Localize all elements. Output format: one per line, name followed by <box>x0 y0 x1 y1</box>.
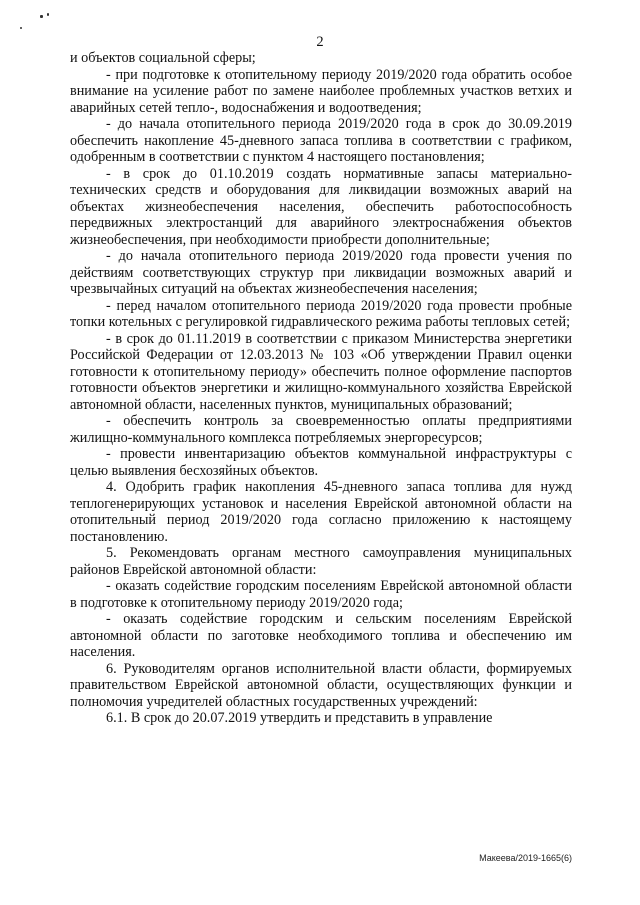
paragraph: - обеспечить контроль за своевременностью оплаты предприятиями жилищно-коммунального комплекса потребляемых энергоресурсов; <box>70 413 572 446</box>
paragraph: 5. Рекомендовать органам местного самоуправления муниципальных районов Еврейской автономной области: <box>70 545 572 578</box>
paragraph: - оказать содействие городским и сельским поселениям Еврейской автономной области по заготовке необходимого топлива и обеспечению им населения. <box>70 611 572 660</box>
scan-mark <box>40 15 43 18</box>
paragraph: - до начала отопительного периода 2019/2020 года провести учения по действиям соответствующих структур при ликвидации возможных аварий и чрезвычайных ситуаций на объектах жизнеобеспечения населения; <box>70 248 572 297</box>
paragraph: - провести инвентаризацию объектов коммунальной инфраструктуры с целью выявления бесхозяйных объектов. <box>70 446 572 479</box>
paragraph: - при подготовке к отопительному периоду 2019/2020 года обратить особое внимание на усиление работ по замене наиболее проблемных участков ветхих и аварийных сетей тепло-, водоснабжения и водоотведения; <box>70 66 572 116</box>
paragraph: 6. Руководителям органов исполнительной власти области, формируемых правительством Еврейской автономной области, осуществляющих функции и полномочия учредителей областных государственных учреждений: <box>70 660 572 710</box>
scan-mark <box>20 27 22 29</box>
paragraph: 6.1. В срок до 20.07.2019 утвердить и представить в управление <box>106 710 493 726</box>
page-number: 2 <box>316 34 324 50</box>
document-reference: Макеева/2019-1665(6) <box>479 853 572 863</box>
document-body <box>70 50 572 727</box>
paragraph: - в срок до 01.10.2019 создать нормативные запасы материально-технических средств и оборудования для ликвидации возможных аварий на объектах жизнеобеспечения населения, обеспечить работоспособность передвижных электростанций для аварийного электроснабжения объектов жизнеобеспечения, при необходимости приобрести дополнительные; <box>70 165 572 248</box>
paragraph: - перед началом отопительного периода 2019/2020 года провести пробные топки котельных с регулировкой гидравлического режима работы тепловых сетей; <box>70 297 572 330</box>
paragraph: и объектов социальной сферы; <box>70 50 256 66</box>
paragraph: - в срок до 01.11.2019 в соответствии с приказом Министерства энергетики Российской Федерации от 12.03.2013 № 103 «Об утверждении Правил оценки готовности к отопительному периоду» обеспечить полное оформление паспортов готовности объектов энергетики и жилищно-коммунального хозяйства Еврейской автономной области, населенных пунктов, муниципальных образований; <box>70 330 572 413</box>
paragraph: - оказать содействие городским поселениям Еврейской автономной области в подготовке к отопительному периоду 2019/2020 года; <box>70 578 572 611</box>
paragraph: 4. Одобрить график накопления 45-дневного запаса топлива для нужд теплогенерирующих установок и населения Еврейской автономной области на отопительный период 2019/2020 года согласно приложению к настоящему постановлению. <box>70 479 572 545</box>
paragraph: - до начала отопительного периода 2019/2020 года в срок до 30.09.2019 обеспечить накопление 45-дневного запаса топлива в соответствии с графиком, одобренным в соответствии с пунктом 4 настоящего постановления; <box>70 116 572 165</box>
scan-mark <box>47 13 49 16</box>
